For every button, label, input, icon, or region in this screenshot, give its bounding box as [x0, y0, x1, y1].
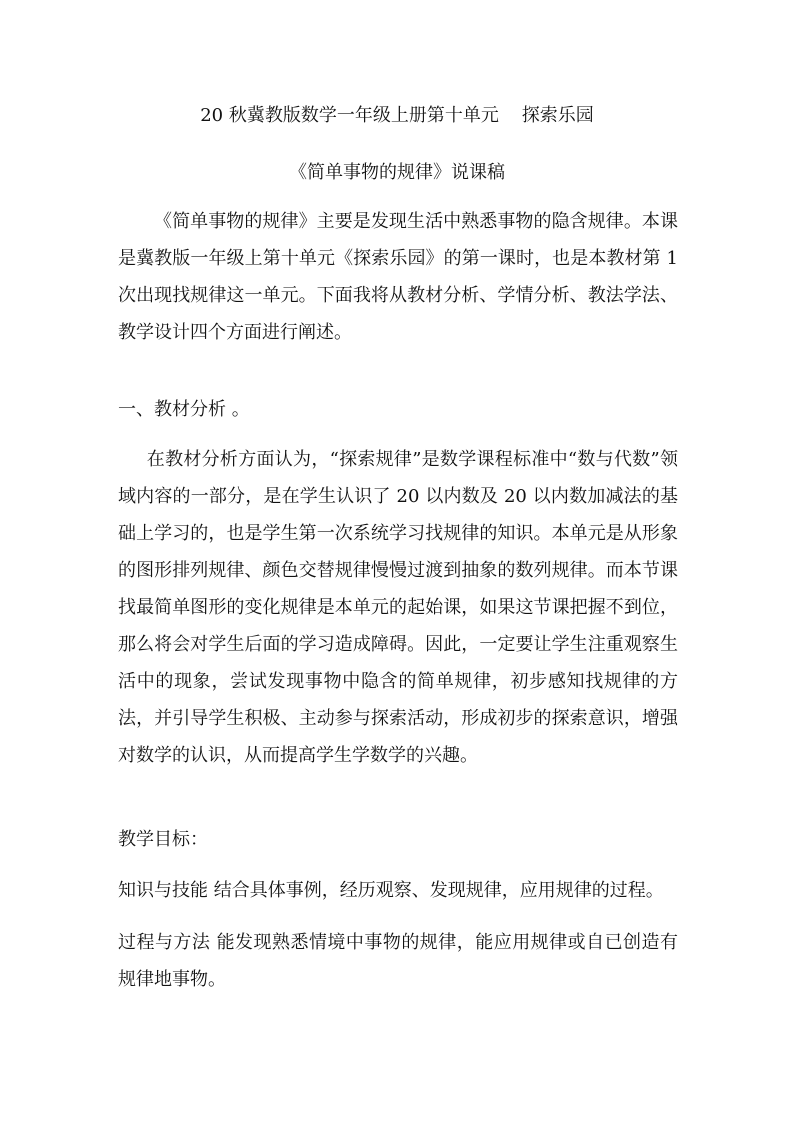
teaching-goals-heading: 教学目标： — [118, 829, 208, 850]
intro-paragraph: 《简单事物的规律》主要是发现生活中熟悉事物的隐含规律。本课是冀教版一年级上第十单元《探索乐园》的第一课时，也是本教材第 1 次出现找规律这一单元。下面我将从教材分析、学情分析、教法学法、教学设计四个方面进行阐述。 — [118, 211, 678, 343]
goal-process-methods: 过程与方法 能发现熟悉情境中事物的规律，能应用规律或自已创造有规律地事物。 — [118, 932, 678, 990]
goal-knowledge-skills: 知识与技能 结合具体事例，经历观察、发现规律，应用规律的过程。 — [118, 880, 664, 901]
document-title: 20 秋冀教版数学一年级上册第十单元 探索乐园 — [200, 105, 594, 126]
document-subtitle: 《简单事物的规律》说课稿 — [289, 162, 505, 183]
textbook-analysis-paragraph: 在教材分析方面认为，“探索规律”是数学课程标准中“数与代数”领域内容的一部分，是在学生认识了 20 以内数及 20 以内数加减法的基础上学习的，也是学生第一次系统学习找规律的知识。本单元是从形象的图形排列规律、颜色交替规律慢慢过渡到抽象的数列规律。而本节课找最简单图形的变化规律是本单元的起始课，如果这节课把握不到位，那么将会对学生后面的学习造成障碍。因此，一定要让学生注重观察生活中的现象，尝试发现事物中隐含的简单规律，初步感知找规律的方法，并引导学生积极、主动参与探索活动，形成初步的探索意识，增强对数学的认识，从而提高学生学数学的兴趣。 — [118, 449, 678, 766]
section-heading-textbook-analysis: 一、教材分析 。 — [118, 399, 250, 420]
